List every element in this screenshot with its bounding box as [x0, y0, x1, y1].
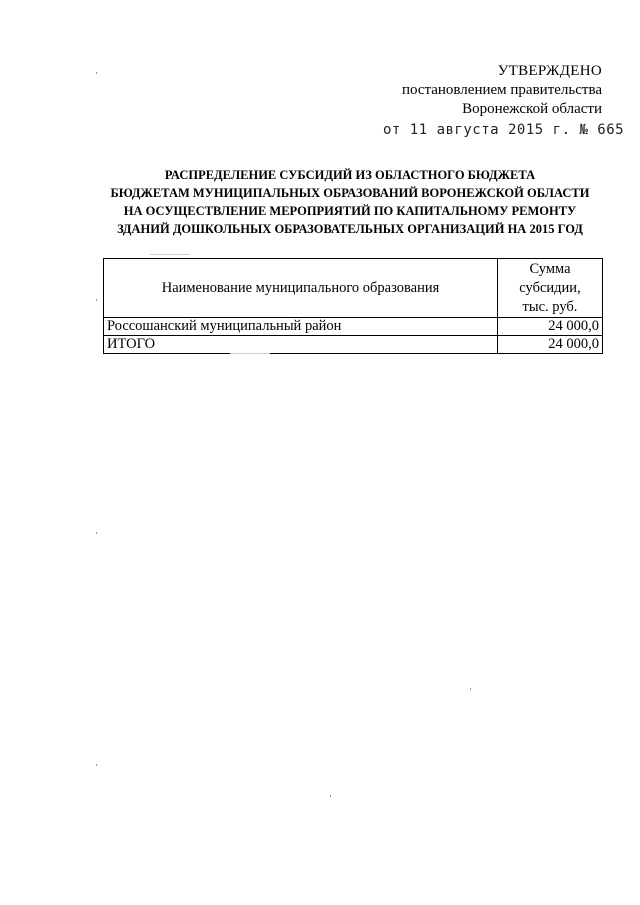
approval-authority-line: постановлением правительства	[401, 82, 602, 98]
approval-block	[402, 62, 602, 119]
column-header-sum	[498, 259, 603, 318]
column-header-sum-line-1: Сумма	[529, 260, 571, 277]
title-line-1: РАСПРЕДЕЛЕНИЕ СУБСИДИЙ ИЗ ОБЛАСТНОГО БЮДЖЕТА	[164, 168, 536, 182]
total-amount: 24 000,0	[498, 336, 603, 354]
table-row-total	[104, 336, 603, 354]
title-line-4: ЗДАНИЙ ДОШКОЛЬНЫХ ОБРАЗОВАТЕЛЬНЫХ ОРГАНИЗАЦИЙ НА 2015 ГОД	[117, 222, 583, 236]
scan-speck	[470, 688, 471, 690]
scan-line	[150, 254, 190, 255]
approval-heading: УТВЕРЖДЕНО	[497, 63, 602, 79]
document-title	[90, 166, 610, 238]
column-header-name: Наименование муниципального образования	[104, 259, 498, 318]
scan-speck	[96, 299, 97, 301]
column-header-sum-line-3: тыс. руб.	[522, 298, 578, 315]
title-line-2: БЮДЖЕТАМ МУНИЦИПАЛЬНЫХ ОБРАЗОВАНИЙ ВОРОНЕЖСКОЙ ОБЛАСТИ	[110, 186, 590, 200]
row-amount: 24 000,0	[498, 318, 603, 336]
total-label: ИТОГО	[104, 336, 498, 354]
scan-speck	[96, 532, 97, 534]
table-row	[104, 318, 603, 336]
column-header-sum-line-2: субсидии,	[519, 279, 581, 296]
scan-speck	[96, 764, 97, 766]
scan-line	[230, 353, 270, 354]
scan-speck	[330, 795, 331, 797]
approval-region-line: Воронежской области	[462, 101, 602, 117]
table-header-row	[104, 259, 603, 318]
scan-speck	[96, 72, 97, 74]
subsidy-table	[103, 258, 603, 354]
title-line-3: НА ОСУЩЕСТВЛЕНИЕ МЕРОПРИЯТИЙ ПО КАПИТАЛЬНОМУ РЕМОНТУ	[123, 204, 577, 218]
approval-date: от 11 августа 2015 г. № 665	[383, 122, 625, 138]
row-municipality-name: Россошанский муниципальный район	[104, 318, 498, 336]
